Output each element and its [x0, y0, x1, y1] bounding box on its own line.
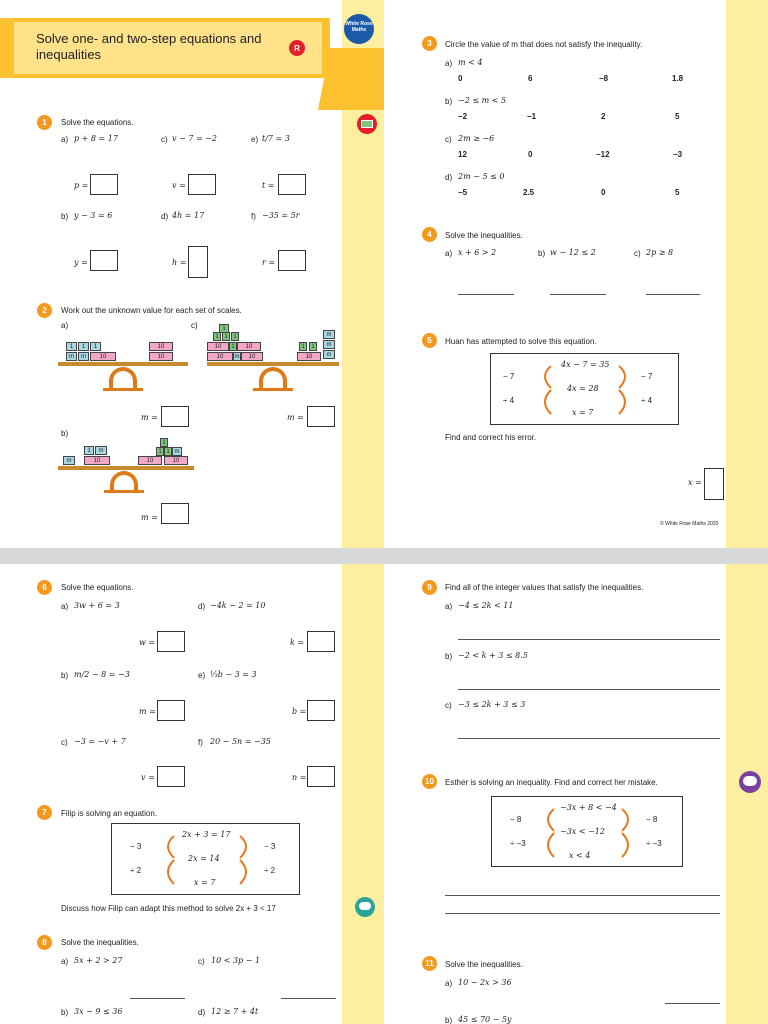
answer-label: m = — [141, 513, 158, 522]
part-label: f) — [198, 738, 203, 747]
part-label: a) — [445, 979, 453, 988]
answer-box[interactable] — [704, 468, 724, 500]
question-prompt: Circle the value of m that does not satisfy the inequality. — [445, 40, 643, 49]
balance-scale-a: 1 1 1 m m 10 10 10 — [58, 332, 188, 392]
answer-box[interactable] — [278, 174, 306, 195]
inequality: m < 4 — [458, 58, 483, 67]
part-label: b) — [445, 97, 453, 106]
equation: 4h = 17 — [172, 211, 205, 220]
reasoning-badge: R — [289, 40, 305, 56]
step-equation: 2x = 14 — [188, 854, 220, 863]
equation: t/7 = 3 — [262, 134, 290, 143]
operation-label: − 3 — [264, 842, 276, 851]
step-equation: 4x = 28 — [567, 384, 599, 393]
inequality: x + 6 > 2 — [458, 248, 497, 257]
inequality: −2 < k + 3 ≤ 8.5 — [458, 651, 528, 660]
part-label: b) — [61, 212, 69, 221]
equation: 3w + 6 = 3 — [74, 601, 120, 610]
answer-box[interactable] — [90, 174, 118, 195]
option-value[interactable]: 12 — [458, 150, 467, 159]
part-label: b) — [538, 249, 546, 258]
right-arrows — [618, 807, 638, 861]
operation-label: − 8 — [510, 815, 522, 824]
side-stripe — [342, 564, 384, 1024]
equation: ⅓b − 3 = 3 — [210, 670, 257, 679]
part-label: c) — [61, 738, 68, 747]
question-prompt: Esther is solving an inequality. Find and correct her mistake. — [445, 778, 658, 787]
question-number: 4 — [422, 227, 437, 242]
part-label: e) — [198, 671, 206, 680]
part-label: a) — [61, 957, 69, 966]
step-equation: x < 4 — [569, 851, 591, 860]
left-arrows — [537, 364, 557, 418]
answer-line[interactable] — [445, 913, 720, 914]
thought-bubble-icon — [739, 771, 761, 793]
operation-label: ÷ −3 — [646, 839, 662, 848]
step-equation: −3x < −12 — [560, 827, 605, 836]
question-number: 9 — [422, 580, 437, 595]
question-number: 2 — [37, 303, 52, 318]
part-label: b) — [61, 1008, 69, 1017]
question-prompt: Solve the inequalities. — [445, 960, 523, 969]
discuss-speech-icon — [355, 897, 375, 917]
answer-label: p = — [74, 181, 89, 190]
question-prompt: Find all of the integer values that satisfy the inequalities. — [445, 583, 644, 592]
answer-line[interactable] — [458, 738, 720, 739]
part-label: c) — [198, 957, 205, 966]
option-value[interactable]: −3 — [673, 150, 683, 159]
answer-line[interactable] — [646, 294, 700, 295]
side-stripe — [726, 0, 768, 548]
question-number: 6 — [37, 580, 52, 595]
option-value[interactable]: −1 — [527, 112, 537, 121]
step-equation: −3x + 8 < −4 — [560, 803, 617, 812]
part-label: b) — [445, 652, 453, 661]
operation-label: ÷ 4 — [503, 396, 515, 405]
answer-line[interactable] — [445, 895, 720, 896]
answer-box[interactable] — [188, 246, 208, 278]
inequality: 10 − 2x > 36 — [458, 978, 512, 987]
option-value[interactable]: −5 — [458, 188, 468, 197]
equation: −35 = 5r — [262, 211, 300, 220]
answer-box[interactable] — [307, 766, 335, 787]
answer-label: t = — [262, 181, 275, 190]
answer-box[interactable] — [307, 631, 335, 652]
answer-label: w = — [139, 638, 156, 647]
part-label: c) — [445, 135, 452, 144]
operation-label: ÷ 4 — [641, 396, 653, 405]
question-number: 8 — [37, 935, 52, 950]
answer-box[interactable] — [161, 503, 189, 524]
right-arrows — [615, 364, 635, 418]
side-stripe — [726, 564, 768, 1024]
part-label: a) — [61, 602, 69, 611]
inequality: −3 ≤ 2k + 3 ≤ 3 — [458, 700, 526, 709]
operation-label: − 8 — [646, 815, 658, 824]
inequality: 45 ≤ 70 − 5y — [458, 1015, 512, 1024]
inequality: 10 < 3p − 1 — [211, 956, 261, 965]
operation-label: − 7 — [641, 372, 653, 381]
calculator-icon — [357, 114, 377, 134]
question-number: 10 — [422, 774, 437, 789]
step-equation: x = 7 — [572, 408, 594, 417]
balance-scale-c: 1 1 1 1 10 1 10 10 m 10 m m 1 1 10 m — [207, 324, 339, 392]
part-label: d) — [161, 212, 169, 221]
header-corner-shape — [318, 48, 384, 110]
option-value[interactable]: 0 — [528, 150, 533, 159]
working-frame — [490, 353, 679, 425]
question-prompt: Huan has attempted to solve this equation. — [445, 337, 597, 346]
option-value[interactable]: −12 — [596, 150, 610, 159]
part-label: b) — [445, 1016, 453, 1024]
answer-line[interactable] — [458, 294, 514, 295]
worksheet-page-1 — [0, 0, 384, 548]
worksheet-page-2 — [384, 0, 768, 548]
option-value[interactable]: 1.8 — [672, 74, 684, 83]
answer-line[interactable] — [458, 689, 720, 690]
question-number: 1 — [37, 115, 52, 130]
option-value[interactable]: 2 — [601, 112, 606, 121]
answer-box[interactable] — [307, 406, 335, 427]
part-label: d) — [198, 602, 206, 611]
white-rose-logo — [344, 14, 374, 44]
page-title: Solve one- and two-step equations and inequalities — [36, 31, 262, 62]
followup-text: Discuss how Filip can adapt this method to solve 2x + 3 < 17 — [61, 904, 276, 913]
answer-label: n = — [292, 773, 307, 782]
inequality: 2p ≥ 8 — [646, 248, 674, 257]
part-label: c) — [445, 701, 452, 710]
question-prompt: Solve the equations. — [61, 583, 134, 592]
question-number: 7 — [37, 805, 52, 820]
answer-label: m = — [139, 707, 156, 716]
answer-label: b = — [292, 707, 307, 716]
part-label: b) — [61, 429, 69, 438]
option-value[interactable]: 0 — [458, 74, 463, 83]
option-value[interactable]: −2 — [458, 112, 468, 121]
inequality: −4 ≤ 2k < 11 — [458, 601, 514, 610]
operation-label: − 3 — [130, 842, 142, 851]
equation: m/2 − 8 = −3 — [74, 670, 130, 679]
right-arrows — [236, 834, 256, 888]
part-label: d) — [445, 173, 453, 182]
followup-text: Find and correct his error. — [445, 433, 537, 442]
answer-line[interactable] — [458, 639, 720, 640]
step-equation: 2x + 3 = 17 — [182, 830, 231, 839]
part-label: e) — [251, 135, 259, 144]
equation: 20 − 5n = −35 — [210, 737, 271, 746]
worksheet-page-4 — [384, 564, 768, 1024]
answer-box[interactable] — [157, 700, 185, 721]
answer-label: v = — [141, 773, 155, 782]
logo-text: White Rose Maths — [345, 21, 373, 33]
step-equation: x = 7 — [194, 878, 216, 887]
answer-label: x = — [688, 478, 702, 487]
operation-label: ÷ 2 — [264, 866, 276, 875]
inequality: 12 ≥ 7 + 4t — [211, 1007, 259, 1016]
answer-line[interactable] — [281, 998, 336, 999]
answer-label: k = — [290, 638, 305, 647]
inequality: 2m − 5 ≤ 0 — [458, 172, 505, 181]
option-value[interactable]: −8 — [599, 74, 609, 83]
option-value[interactable]: 2.5 — [523, 188, 535, 197]
answer-box[interactable] — [188, 174, 216, 195]
answer-box[interactable] — [307, 700, 335, 721]
operation-label: − 7 — [503, 372, 515, 381]
option-value[interactable]: 6 — [528, 74, 533, 83]
question-prompt: Solve the inequalities. — [445, 231, 523, 240]
inequality: 2m ≥ −6 — [458, 134, 495, 143]
question-prompt: Work out the unknown value for each set of scales. — [61, 306, 242, 315]
inequality: 5x + 2 > 27 — [74, 956, 123, 965]
part-label: d) — [198, 1008, 206, 1017]
answer-line[interactable] — [130, 998, 185, 999]
question-number: 5 — [422, 333, 437, 348]
inequality: w − 12 ≤ 2 — [550, 248, 596, 257]
answer-label: v = — [172, 181, 186, 190]
working-frame — [111, 823, 300, 895]
answer-label: y = — [74, 258, 88, 267]
question-number: 3 — [422, 36, 437, 51]
answer-box[interactable] — [157, 766, 185, 787]
part-label: c) — [161, 135, 168, 144]
answer-box[interactable] — [278, 250, 306, 271]
equation: v − 7 = −2 — [172, 134, 217, 143]
part-label: a) — [61, 135, 69, 144]
part-label: f) — [251, 212, 256, 221]
question-prompt: Solve the equations. — [61, 118, 134, 127]
part-label: c) — [634, 249, 641, 258]
part-label: b) — [61, 671, 69, 680]
copyright: © White Rose Maths 2020 — [660, 521, 719, 527]
inequality: 3x − 9 ≤ 36 — [74, 1007, 123, 1016]
inequality: −2 ≤ m < 5 — [458, 96, 507, 105]
answer-line[interactable] — [665, 1003, 720, 1004]
part-label: a) — [445, 249, 453, 258]
working-frame — [491, 796, 683, 867]
operation-label: ÷ −3 — [510, 839, 526, 848]
option-value[interactable]: 0 — [601, 188, 606, 197]
question-number: 11 — [422, 956, 437, 971]
answer-label: r = — [262, 258, 276, 267]
answer-label: m = — [287, 413, 304, 422]
option-value[interactable]: 5 — [675, 188, 680, 197]
question-prompt: Solve the inequalities. — [61, 938, 139, 947]
operation-label: ÷ 2 — [130, 866, 142, 875]
answer-label: h = — [172, 258, 187, 267]
equation: y − 3 = 6 — [74, 211, 113, 220]
answer-box[interactable] — [157, 631, 185, 652]
part-label: a) — [61, 321, 69, 330]
answer-line[interactable] — [550, 294, 606, 295]
answer-box[interactable] — [90, 250, 118, 271]
option-value[interactable]: 5 — [675, 112, 680, 121]
balance-scale-b: 1 m m 10 1 1 1 m 10 10 — [58, 438, 194, 494]
answer-label: m = — [141, 413, 158, 422]
part-label: a) — [445, 59, 453, 68]
step-equation: 4x − 7 = 35 — [561, 360, 610, 369]
worksheet-page-3 — [0, 564, 384, 1024]
equation: −4k − 2 = 10 — [210, 601, 266, 610]
equation: −3 = −v + 7 — [74, 737, 126, 746]
left-arrows — [160, 834, 180, 888]
question-prompt: Filip is solving an equation. — [61, 809, 158, 818]
answer-box[interactable] — [161, 406, 189, 427]
part-label: c) — [191, 321, 198, 330]
equation: p + 8 = 17 — [74, 134, 118, 143]
left-arrows — [540, 807, 560, 861]
part-label: a) — [445, 602, 453, 611]
